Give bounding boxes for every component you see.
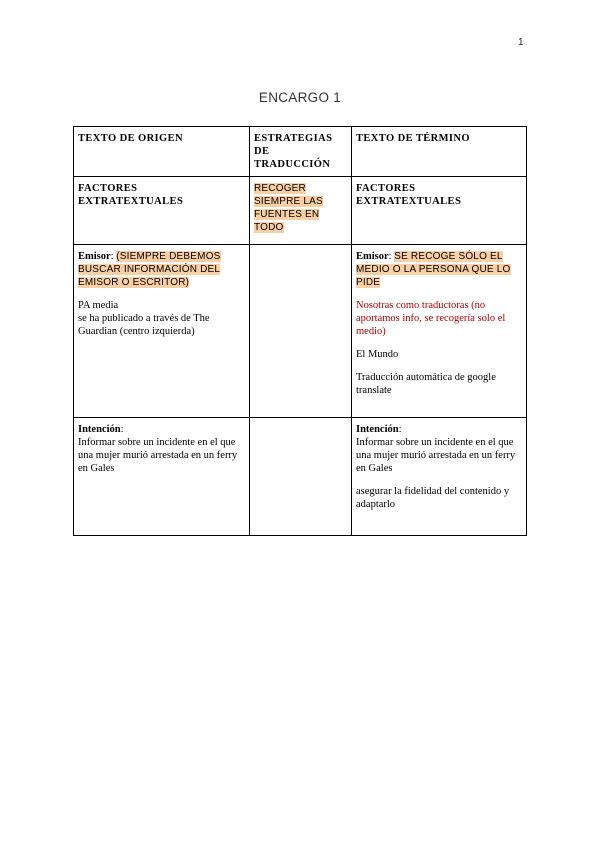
emisor-origen-note: (SIEMPRE DEBEMOS BUSCAR INFORMACIÓN DEL EMISOR O ESCRITOR) <box>78 251 221 288</box>
emisor-termino-note: SE RECOGE SÓLO EL MEDIO O LA PERSONA QUE LO PIDE <box>356 251 511 288</box>
table-row-intencion <box>74 418 527 536</box>
emisor-termino-label: Emisor <box>356 251 389 262</box>
header-cell-estrategias <box>250 127 352 177</box>
factores-termino: FACTORES EXTRATEXTUALES <box>356 183 462 207</box>
table-row-factores <box>74 177 527 245</box>
emisor-origen-label: Emisor <box>78 251 111 262</box>
header-cell-origen <box>74 127 250 177</box>
translation-analysis-table <box>73 126 527 536</box>
emisor-origen-cell: Emisor: (SIEMPRE DEBEMOS BUSCAR INFORMACIÓN DEL EMISOR O ESCRITOR) PA media se ha publicado a través de The Guardian (centro izquierda) <box>74 245 250 418</box>
factores-termino-cell <box>352 177 527 245</box>
header-origen: TEXTO DE ORIGEN <box>78 133 183 144</box>
table-header-row <box>74 127 527 177</box>
document-title: ENCARGO 1 <box>258 90 342 105</box>
intencion-termino-text: Informar sobre un incidente en el que una mujer murió arrestada en un ferry en Gales <box>356 437 516 474</box>
intencion-origen-label: Intención <box>78 424 121 435</box>
intencion-estrategias-cell <box>250 418 352 536</box>
emisor-termino-medio: El Mundo <box>356 349 399 360</box>
emisor-termino-traduccion: Traducción automática de google translate <box>356 372 496 396</box>
emisor-origen-medio: PA media <box>78 300 119 311</box>
table-row-emisor <box>74 245 527 418</box>
page-number: 1 <box>518 37 524 48</box>
header-cell-termino <box>352 127 527 177</box>
emisor-termino-red-note: Nosotras como traductoras (no aportamos info, se recogería solo el medio) <box>356 300 506 337</box>
estrategia-recoger-fuentes: RECOGER SIEMPRE LAS FUENTES EN TODO <box>254 183 323 233</box>
emisor-estrategias-cell <box>250 245 352 418</box>
intencion-termino-cell: Intención: Informar sobre un incidente en el que una mujer murió arrestada en un ferry en Gales asegurar la fidelidad del contenido y adaptarlo <box>352 418 527 536</box>
factores-origen: FACTORES EXTRATEXTUALES <box>78 183 184 207</box>
header-termino: TEXTO DE TÉRMINO <box>356 133 470 144</box>
intencion-origen-text: Informar sobre un incidente en el que una mujer murió arrestada en un ferry en Gales <box>78 437 238 474</box>
factores-estrategias-cell <box>250 177 352 245</box>
intencion-termino-label: Intención <box>356 424 399 435</box>
emisor-origen-publicacion: se ha publicado a través de The Guardian (centro izquierda) <box>78 313 210 337</box>
intencion-origen-cell: Intención: Informar sobre un incidente en el que una mujer murió arrestada en un ferry en Gales <box>74 418 250 536</box>
header-estrategias: ESTRATEGIAS DE TRADUCCIÓN <box>254 133 333 170</box>
factores-origen-cell <box>74 177 250 245</box>
emisor-termino-cell: Emisor: SE RECOGE SÓLO EL MEDIO O LA PERSONA QUE LO PIDE Nosotras como traductoras (no aportamos info, se recogería solo el medio) El Mundo Traducción automática de google translate <box>352 245 527 418</box>
intencion-termino-extra: asegurar la fidelidad del contenido y adaptarlo <box>356 486 510 510</box>
